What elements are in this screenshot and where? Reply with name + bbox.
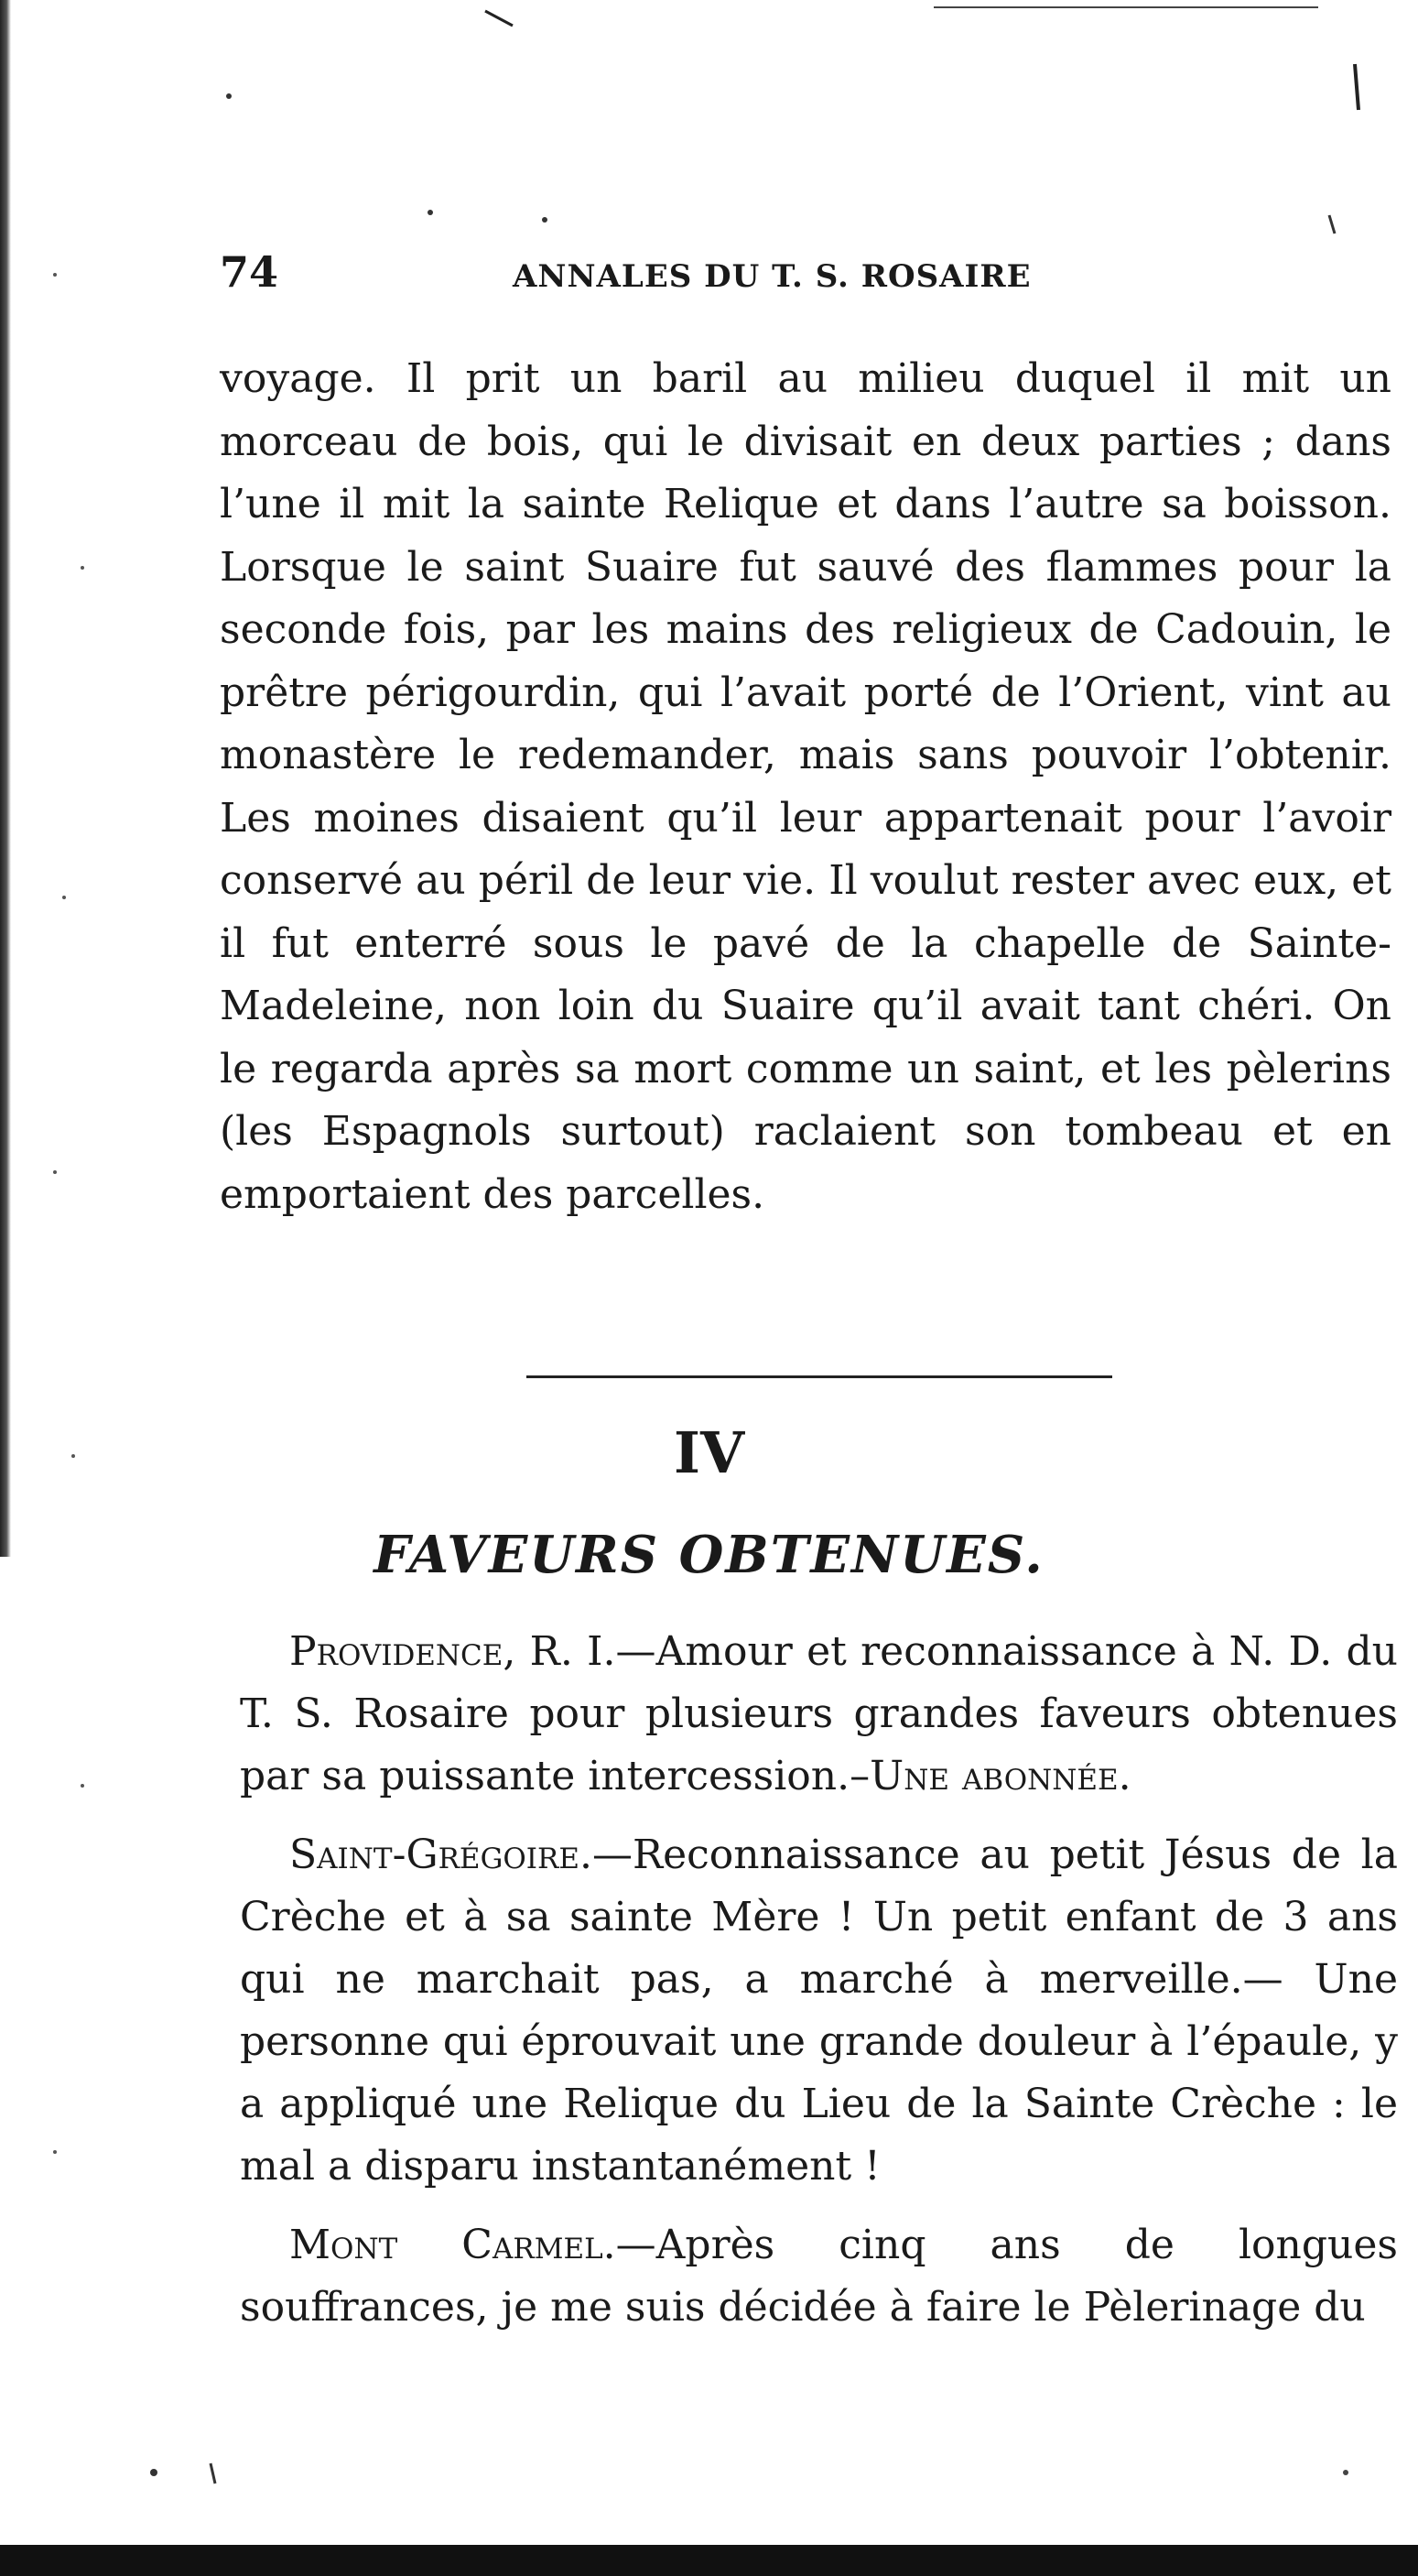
section-number: IV xyxy=(673,1419,745,1486)
continued-paragraph: voyage. Il prit un baril au milieu duquel il mit un morceau de bois, qui le divisait en deux parties ; dans l’une il mit la sainte Relique et dans l’autre sa boisson. Lorsque le saint Suaire fut sauvé des flammes pour la seconde fois, par les mains des religieux de Cadouin, le prêtre périgourdin, qui l’avait porté de l’Orient, vint au monastère le redemander, mais sans pouvoir l’obtenir. Les moines disaient qu’il leur appartenait pour l’avoir conservé au péril de leur vie. Il voulut rester avec eux, et il fut enterré sous le pavé de la chapelle de Sainte-Madeleine, non loin du Suaire qu’il avait tant chéri. On le regarda après sa mort comme un saint, et les pèlerins (les Espagnols surtout) raclaient son tombeau et en emportaient des parcelles. xyxy=(220,355,1391,1218)
favor-entry-providence xyxy=(240,1621,1398,1808)
favor-place: Mont Carmel. xyxy=(289,2222,616,2268)
section-divider-rule xyxy=(526,1375,1112,1378)
favors-list xyxy=(240,1621,1398,2355)
favor-entry-mont-carmel xyxy=(240,2214,1398,2339)
favor-text: —Reconnaissance au petit Jésus de la Crèche et à sa sainte Mère ! Un petit enfant de 3 ans qui ne marchait pas, a marché à merveille.— Une personne qui éprouvait une grande douleur à l’épaule, y a appliqué une Relique du Lieu de la Sainte Crèche : le mal a disparu instantanément ! xyxy=(240,1831,1398,2190)
page-header xyxy=(220,247,1355,311)
scan-bottom-edge xyxy=(0,2545,1418,2576)
favor-place: Providence, R. I. xyxy=(289,1628,616,1675)
favor-entry-saint-gregoire xyxy=(240,1824,1398,2198)
favor-text: —Amour et reconnaissance à N. D. du T. S. Rosaire pour plusieurs grandes faveurs obtenues par sa puissante intercession.– xyxy=(240,1628,1398,1799)
running-head: ANNALES DU T. S. ROSAIRE xyxy=(513,258,1032,295)
continued-paragraph-block xyxy=(220,348,1391,1226)
scan-edge-shadow xyxy=(0,0,11,1557)
section-title: FAVEURS OBTENUES. xyxy=(373,1525,1045,1585)
page-number: 74 xyxy=(220,247,279,297)
favor-text: —Après cinq ans de longues souffrances, je me suis décidée à faire le Pèlerinage du xyxy=(240,2222,1399,2331)
favor-signature: Une abonnée. xyxy=(870,1753,1131,1799)
favor-place: Saint-Grégoire. xyxy=(289,1831,592,1878)
